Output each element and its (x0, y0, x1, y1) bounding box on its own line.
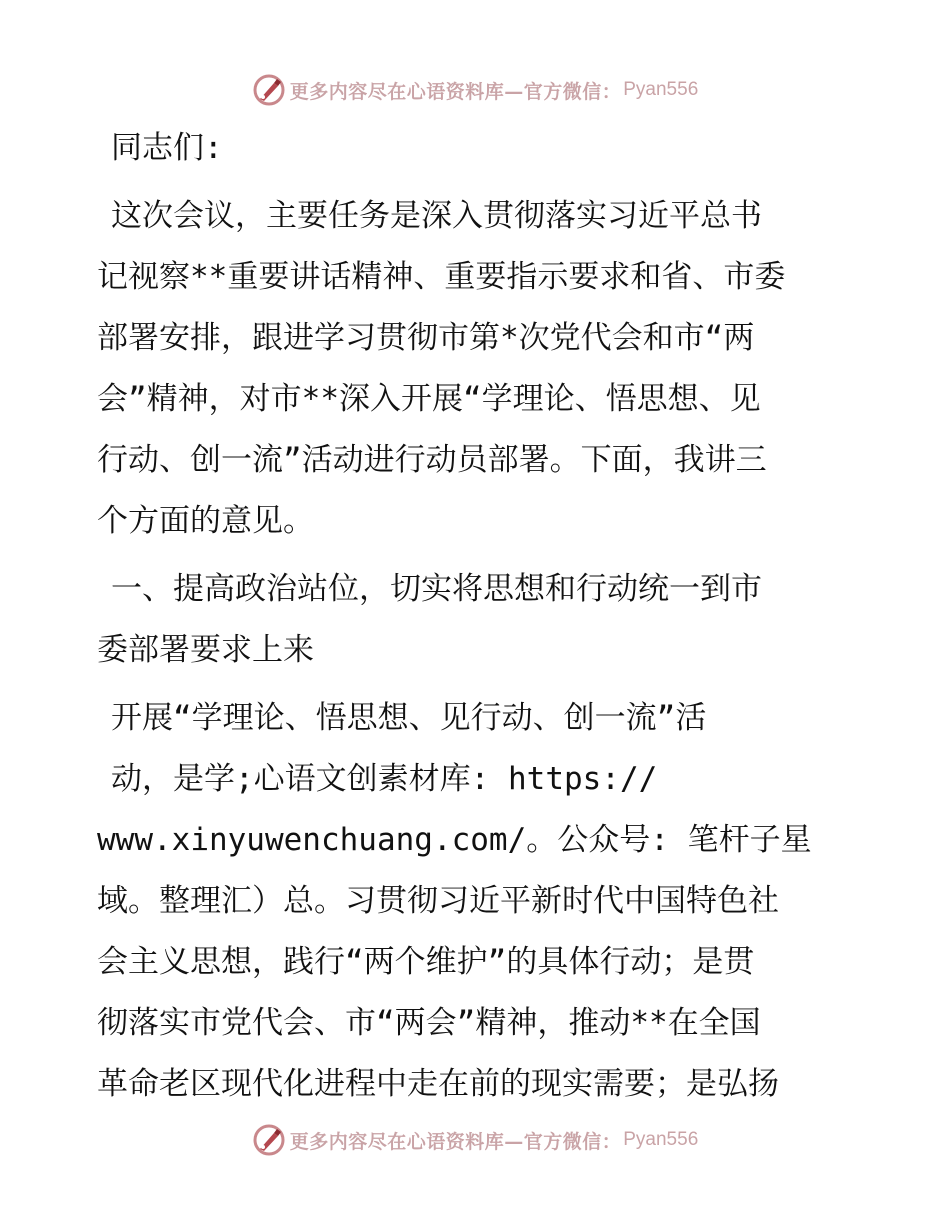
paragraph-line: www.xinyuwenchuang.com/。公众号: 笔杆子星 (97, 822, 812, 858)
salutation: 同志们: (111, 130, 223, 166)
paragraph-line: 动，是学;心语文创素材库: https:// (111, 761, 658, 797)
section-heading: 委部署要求上来 (97, 632, 314, 668)
header-watermark (0, 70, 950, 110)
paragraph-line: 行动、创一流”活动进行动员部署。下面，我讲三 (97, 442, 767, 478)
paragraph-line: 记视察**重要讲话精神、重要指示要求和省、市委 (97, 259, 786, 295)
paragraph-line: 会主义思想，践行“两个维护”的具体行动；是贯 (97, 944, 755, 980)
footer-watermark (0, 1120, 950, 1160)
section-heading: 一、提高政治站位，切实将思想和行动统一到市 (111, 571, 762, 607)
paragraph-line: 部署安排，跟进学习贯彻市第*次党代会和市“两 (97, 320, 755, 356)
paragraph-line: 革命老区现代化进程中走在前的现实需要；是弘扬 (97, 1066, 779, 1102)
paragraph-line: 彻落实市党代会、市“两会”精神，推动**在全国 (97, 1005, 761, 1041)
paragraph-line: 域。整理汇）总。习贯彻习近平新时代中国特色社 (97, 883, 779, 919)
watermark-text: 更多内容尽在心语资料库—官方微信： (289, 80, 622, 103)
paragraph-line: 这次会议，主要任务是深入贯彻落实习近平总书 (111, 198, 762, 234)
paragraph-line: 个方面的意见。 (97, 503, 314, 539)
pen-logo-icon (252, 1123, 286, 1157)
watermark-wechat-id: Pyan556 (623, 79, 699, 100)
paragraph-line: 开展“学理论、悟思想、见行动、创一流”活 (111, 700, 707, 736)
paragraph-line: 会”精神，对市**深入开展“学理论、悟思想、见 (97, 381, 761, 417)
watermark-wechat-id: Pyan556 (623, 1129, 699, 1150)
watermark-text: 更多内容尽在心语资料库—官方微信： (289, 1130, 622, 1153)
pen-logo-icon (252, 73, 286, 107)
document-body (97, 118, 857, 1115)
